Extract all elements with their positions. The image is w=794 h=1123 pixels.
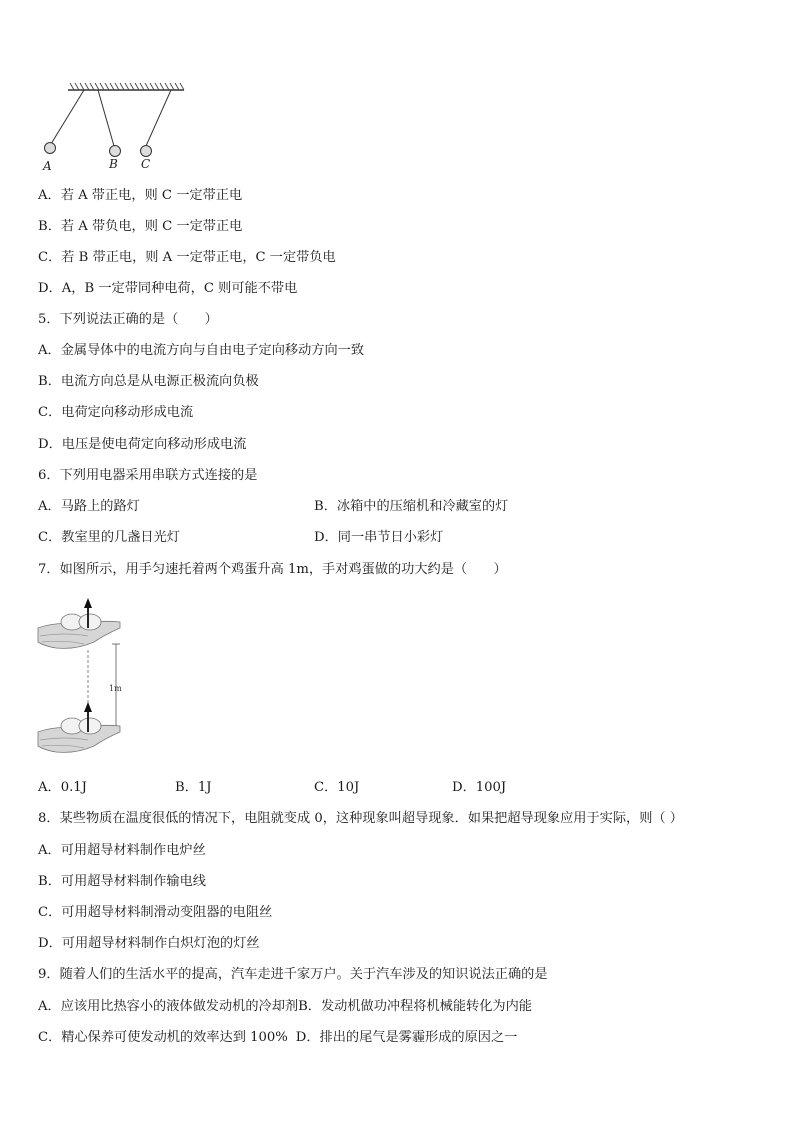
q6-option-a: A．马路上的路灯 bbox=[38, 499, 140, 514]
q7-option-c: C．10J bbox=[314, 780, 360, 795]
label-c: C bbox=[141, 157, 151, 171]
q9-option-a: A．应该用比热容小的液体做发动机的冷却剂 bbox=[38, 999, 299, 1014]
q7-option-a: A．0.1J bbox=[38, 780, 87, 795]
q9-options-row1 bbox=[38, 999, 532, 1015]
q6-option-c: C．教室里的几盏日光灯 bbox=[38, 530, 180, 545]
q9-option-c: C．精心保养可使发动机的效率达到 100% bbox=[38, 1030, 288, 1045]
label-a: A bbox=[43, 159, 52, 173]
q7-option-b: B．1J bbox=[175, 780, 212, 795]
q8-option-b: B．可用超导材料制作输电线 bbox=[38, 874, 206, 889]
q8-option-c: C．可用超导材料制滑动变阻器的电阻丝 bbox=[38, 905, 273, 920]
label-b: B bbox=[109, 157, 118, 171]
q7-option-d: D．100J bbox=[452, 780, 507, 795]
q4-option-a: A．若 A 带正电，则 C 一定带正电 bbox=[38, 188, 243, 203]
q5-option-b: B．电流方向总是从电源正极流向负极 bbox=[38, 374, 259, 389]
pendulum-figure bbox=[36, 82, 196, 174]
q6-option-d: D．同一串节日小彩灯 bbox=[314, 530, 444, 545]
q4-option-c: C．若 B 带正电，则 A 一定带正电，C 一定带负电 bbox=[38, 250, 336, 265]
q5-option-a: A．金属导体中的电流方向与自由电子定向移动方向一致 bbox=[38, 343, 365, 358]
lower-hand bbox=[38, 718, 120, 752]
upper-hand bbox=[38, 614, 120, 648]
q6-option-b: B．冰箱中的压缩机和冷藏室的灯 bbox=[314, 499, 509, 514]
q7-stem: 7．如图所示，用手匀速托着两个鸡蛋升高 1m，手对鸡蛋做的功大约是（ ） bbox=[38, 562, 507, 577]
egg-lift-figure bbox=[36, 598, 132, 764]
q9-option-d: D．排出的尾气是雾霾形成的原因之一 bbox=[295, 1030, 518, 1045]
thread-c bbox=[146, 90, 171, 146]
q8-stem: 8．某些物质在温度很低的情况下，电阻就变成 0，这种现象叫超导现象．如果把超导现象应用于实际，则（ ） bbox=[38, 811, 683, 826]
thread-a bbox=[51, 90, 84, 144]
thread-b bbox=[98, 90, 114, 146]
q9-options-row2 bbox=[38, 1030, 517, 1046]
q8-option-d: D．可用超导材料制作白炽灯泡的灯丝 bbox=[38, 936, 260, 951]
q5-option-d: D．电压是使电荷定向移动形成电流 bbox=[38, 437, 247, 452]
ball-b bbox=[110, 146, 121, 157]
q5-option-c: C．电荷定向移动形成电流 bbox=[38, 405, 194, 420]
q8-option-a: A．可用超导材料制作电炉丝 bbox=[38, 843, 206, 858]
q6-stem: 6．下列用电器采用串联方式连接的是 bbox=[38, 468, 258, 483]
q9-stem: 9．随着人们的生活水平的提高，汽车走进千家万户。关于汽车涉及的知识说法正确的是 bbox=[38, 967, 548, 982]
distance-label: 1m bbox=[109, 684, 122, 693]
q4-option-b: B．若 A 带负电，则 C 一定带正电 bbox=[38, 219, 243, 234]
q5-stem: 5．下列说法正确的是（ ） bbox=[38, 312, 218, 327]
q9-option-b: B．发动机做功冲程将机械能转化为内能 bbox=[298, 999, 532, 1014]
q4-option-d: D．A，B 一定带同种电荷，C 则可能不带电 bbox=[38, 281, 298, 296]
ball-c bbox=[141, 146, 152, 157]
ball-a bbox=[45, 143, 56, 154]
